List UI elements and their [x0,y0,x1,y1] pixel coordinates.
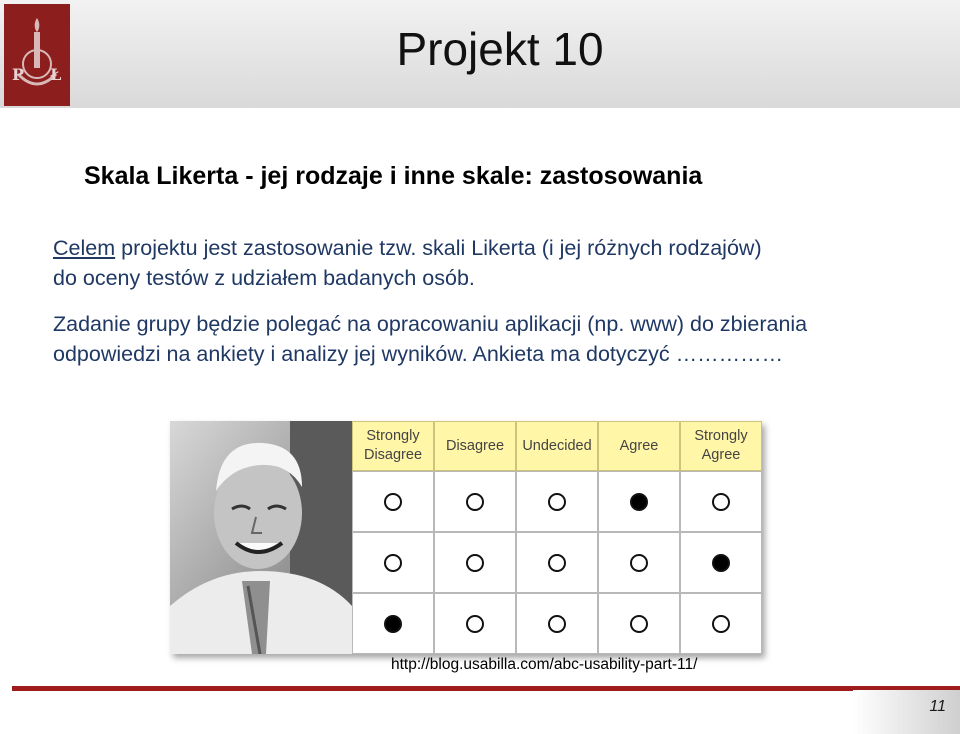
page-number-box [853,690,960,734]
radio-empty-icon[interactable] [548,554,566,572]
torch-crest-icon [4,4,70,106]
likert-header-cell [516,421,598,471]
radio-empty-icon[interactable] [384,554,402,572]
likert-header-cell [434,421,516,471]
goal-lead-word: Celem [53,236,116,260]
likert-cell [598,532,680,593]
likert-header-label [364,427,422,465]
likert-header-label [620,437,659,456]
source-link[interactable]: http://blog.usabilla.com/abc-usability-part-11/ [391,656,698,673]
likert-header-line2: Disagree [363,447,423,463]
likert-cell [680,532,762,593]
likert-cell [434,532,516,593]
likert-header-cell [352,421,434,471]
university-logo [4,4,70,106]
footer-divider [12,686,960,691]
radio-empty-icon[interactable] [466,554,484,572]
radio-empty-icon[interactable] [548,615,566,633]
likert-figure [170,421,762,654]
page-title: Projekt 10 [396,23,604,75]
likert-header-line1: Disagree [445,437,505,454]
likert-header-label [694,427,747,465]
svg-text:P: P [12,65,25,84]
likert-cell [516,593,598,654]
likert-cell [352,532,434,593]
likert-header-label [522,437,591,456]
radio-selected-icon[interactable] [712,554,730,572]
likert-cell [434,471,516,532]
likert-scale-table [352,421,762,654]
radio-empty-icon[interactable] [466,615,484,633]
radio-empty-icon[interactable] [548,493,566,511]
paragraph-task-line2: odpowiedzi na ankiety i analizy jej wyników. Ankieta ma dotyczyć …………… [53,342,784,366]
likert-header-line1: Strongly [694,428,748,444]
radio-empty-icon[interactable] [630,615,648,633]
paragraph-goal-line2: do oceny testów z udziałem badanych osób. [53,266,475,290]
likert-cell [352,593,434,654]
portrait-photo [170,421,352,654]
radio-selected-icon[interactable] [384,615,402,633]
slide-subtitle: Skala Likerta - jej rodzaje i inne skale: zastosowania [84,162,703,190]
likert-header-line1: Agree [619,437,659,454]
likert-cell [516,532,598,593]
radio-selected-icon[interactable] [630,493,648,511]
radio-empty-icon[interactable] [712,493,730,511]
likert-header-line2: Agree [701,447,741,463]
likert-header-cell [680,421,762,471]
likert-header-line1: Undecided [522,437,592,454]
likert-cell [516,471,598,532]
page-number: 11 [929,698,946,715]
likert-header-line1: Strongly [366,428,420,444]
paragraph-task [53,309,807,369]
radio-empty-icon[interactable] [630,554,648,572]
likert-cell [434,593,516,654]
likert-cell [598,593,680,654]
likert-cell [352,471,434,532]
paragraph-task-line1: Zadanie grupy będzie polegać na opracowaniu aplikacji (np. www) do zbierania [53,312,808,336]
likert-cell [680,471,762,532]
paragraph-goal-line1 [53,233,762,263]
likert-cell [598,471,680,532]
goal-line1-rest: projektu jest zastosowanie tzw. skali Likerta (i jej różnych rodzajów) [115,236,762,260]
likert-header-label [446,437,504,456]
portrait-image [170,421,352,654]
radio-empty-icon[interactable] [712,615,730,633]
svg-text:Ł: Ł [50,65,62,84]
likert-cell [680,593,762,654]
likert-header-cell [598,421,680,471]
paragraph-goal [53,233,762,293]
radio-empty-icon[interactable] [466,493,484,511]
radio-empty-icon[interactable] [384,493,402,511]
